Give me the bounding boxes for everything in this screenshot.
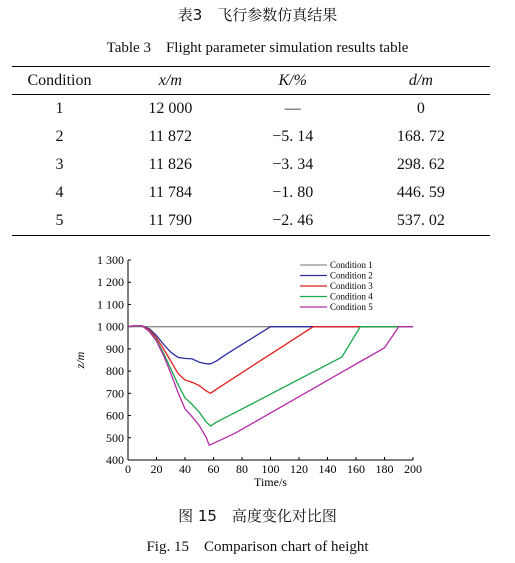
- header-x: x/m: [158, 71, 182, 89]
- figure-caption-cn: 图 15 高度变化对比图: [178, 507, 337, 525]
- header-d: d/m: [408, 71, 433, 89]
- series-line-5: [128, 326, 413, 446]
- series-line-2: [128, 326, 413, 364]
- x-tick-label: 100: [261, 462, 280, 476]
- x-axis-label: Time/s: [254, 475, 287, 489]
- x-tick-label: 40: [179, 462, 191, 476]
- header-condition: Condition: [27, 71, 92, 89]
- cell-x: 11 826: [148, 156, 193, 173]
- x-tick-label: 20: [150, 462, 163, 476]
- cell-x: 11 872: [148, 128, 193, 145]
- table-row: [12, 207, 490, 236]
- x-tick-label: 140: [318, 462, 337, 476]
- table-row: [12, 123, 490, 151]
- cell-k: −5. 14: [272, 128, 314, 145]
- table-caption-cn: 表3 飞行参数仿真结果: [177, 6, 338, 24]
- cell-d: 0: [416, 100, 425, 117]
- height-comparison-chart: [60, 240, 430, 495]
- y-tick-label: 1 200: [97, 275, 124, 290]
- y-tick-label: 1 000: [97, 319, 124, 334]
- cell-k: −1. 80: [272, 184, 314, 201]
- y-tick-label: 900: [106, 341, 124, 356]
- cell-condition: 4: [55, 184, 64, 201]
- y-axis-label: z/m: [73, 351, 87, 369]
- table-caption-en: Table 3 Flight parameter simulation results table: [106, 40, 409, 56]
- cell-x: 11 784: [148, 184, 193, 201]
- x-tick-label: 180: [375, 462, 394, 476]
- y-tick-label: 500: [106, 430, 124, 445]
- y-tick-label: 1 300: [97, 253, 124, 267]
- cell-condition: 2: [55, 128, 64, 145]
- series-line-3: [128, 326, 413, 394]
- cell-x: 11 790: [148, 212, 193, 229]
- table-header-row: [12, 67, 490, 95]
- x-tick-label: 160: [347, 462, 365, 476]
- x-tick-label: 60: [207, 462, 220, 476]
- cell-x: 12 000: [148, 100, 193, 117]
- legend-label-3: Condition 3: [330, 281, 373, 291]
- cell-condition: 5: [55, 212, 64, 229]
- y-tick-label: 1 100: [97, 297, 124, 312]
- x-tick-label: 80: [236, 462, 248, 476]
- y-tick-label: 400: [106, 453, 124, 467]
- cell-d: 446. 59: [396, 184, 445, 201]
- y-tick-label: 800: [106, 364, 124, 379]
- figure-caption-en: Fig. 15 Comparison chart of height: [146, 539, 369, 555]
- cell-d: 298. 62: [396, 156, 445, 173]
- x-tick-label: 120: [290, 462, 308, 476]
- cell-d: 537. 02: [396, 212, 445, 229]
- legend-label-1: Condition 1: [330, 260, 373, 270]
- cell-condition: 3: [55, 156, 64, 173]
- table-row: [12, 95, 490, 124]
- cell-condition: 1: [55, 100, 64, 117]
- cell-k: −2. 46: [272, 212, 314, 229]
- y-tick-label: 700: [106, 386, 124, 401]
- cell-k: −3. 34: [272, 156, 314, 173]
- table-row: [12, 179, 490, 207]
- x-tick-label: 0: [125, 462, 131, 476]
- x-tick-label: 200: [404, 462, 422, 476]
- legend-label-4: Condition 4: [330, 291, 373, 302]
- series-line-4: [128, 326, 413, 426]
- y-tick-label: 600: [106, 408, 124, 423]
- cell-k: —: [284, 100, 301, 117]
- legend-label-2: Condition 2: [330, 270, 373, 281]
- results-table: [12, 66, 490, 236]
- table-row: [12, 151, 490, 179]
- legend-label-5: Condition 5: [330, 302, 373, 312]
- cell-d: 168. 72: [396, 128, 445, 145]
- header-k: K/%: [278, 71, 307, 89]
